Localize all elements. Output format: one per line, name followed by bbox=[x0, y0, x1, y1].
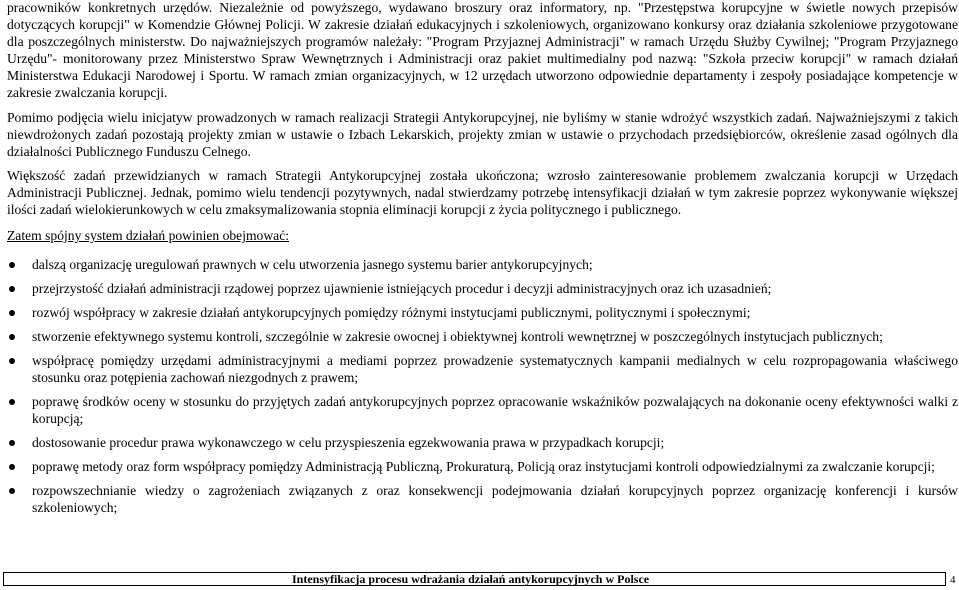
bullet-icon bbox=[9, 464, 15, 470]
bullet-icon bbox=[9, 334, 15, 340]
paragraph-unimplemented-tasks: Pomimo podjęcia wielu inicjatyw prowadzonych w ramach realizacji Strategii Antykorupcyjnej, nie byliśmy w stanie wdrożyć wszystkich zadań. Najważniejszymi z takich niewdrożonych zadań pozostają projekty zmian w ustawie o Izbach Lekarskich, projekty zmian w ustawie o przychodach przedsiębiorców, określenie zasad ogólnych dla działalności Publicznego Funduszu Celnego. bbox=[7, 110, 958, 159]
list-intro-text: Zatem spójny system działań powinien obejmować: bbox=[7, 228, 290, 243]
bullet-icon bbox=[9, 358, 15, 364]
list-item bbox=[7, 434, 958, 451]
footer-title: Intensyfikacja procesu wdrażania działań antykorupcyjnych w Polsce bbox=[292, 572, 650, 586]
bullet-list bbox=[7, 256, 958, 516]
page-number: 4 bbox=[950, 574, 956, 586]
bullet-icon bbox=[9, 310, 15, 316]
bullet-icon bbox=[9, 399, 15, 405]
list-item-text: poprawę metody oraz form współpracy pomiędzy Administracją Publiczną, Prokuraturą, Policją oraz instytucjami kontroli odpowiedzialnymi za zwalczanie korupcji; bbox=[32, 459, 935, 474]
list-item bbox=[7, 458, 958, 475]
list-item-text: poprawę środków oceny w stosunku do przyjętych zadań antykorupcyjnych poprzez opracowanie wskaźników pozwalających na dokonanie oceny efektywności walki z korupcją; bbox=[32, 394, 958, 426]
bullet-icon bbox=[9, 262, 15, 268]
list-item-text: rozpowszechnianie wiedzy o zagrożeniach związanych z oraz konsekwencji podejmowania działań korupcyjnych poprzez organizację konferencji i kursów szkoleniowych; bbox=[32, 483, 958, 515]
list-item bbox=[7, 352, 958, 386]
list-item bbox=[7, 393, 958, 427]
bullet-icon bbox=[9, 488, 15, 494]
list-item-text: rozwój współpracy w zakresie działań antykorupcyjnych pomiędzy różnymi instytucjami publicznymi, politycznymi i społecznymi; bbox=[32, 305, 751, 320]
list-item-text: współpracę pomiędzy urzędami administracyjnymi a mediami poprzez prowadzenie systematycznych kampanii medialnych w celu rozpropagowania właściwego stosunku oraz potępienia zachowań niezgodnych z prawem; bbox=[32, 353, 958, 385]
bullet-icon bbox=[9, 286, 15, 292]
paragraph-summary: Większość zadań przewidzianych w ramach Strategii Antykorupcyjnej została ukończona; wzrosło zainteresowanie problemem zwalczania korupcji w Urzędach Administracji Publicznej. Jednak, pomimo wielu tendencji pozytywnych, nadal stwierdzamy potrzebę intensyfikacji działań w tym zakresie poprzez wykonywanie większej ilości zadań wielokierunkowych w celu zmaksymalizowania stopnia eliminacji korupcji z życia politycznego i publicznego. bbox=[7, 168, 958, 217]
body-text bbox=[7, 0, 958, 516]
list-item bbox=[7, 280, 958, 297]
paragraph-intro: pracowników konkretnych urzędów. Niezależnie od powyższego, wydawano broszury oraz informatory, np. "Przestępstwa korupcyjne w świetle nowych przepisów dotyczących korupcji" w Komendzie Głównej Policji. W zakresie działań edukacyjnych i szkoleniowych, organizowano konkursy oraz działania szkoleniowe przygotowane dla poszczególnych ministerstw. Do najważniejszych programów należały: "Program Przyjaznej Administracji" w ramach Urzędu Służby Cywilnej; "Program Przyjaznego Urzędu"- monitorowany przez Ministerstwo Spraw Wewnętrznych i Administracji oraz pakiet multimedialny pod nazwą: "Szkoła przeciw korupcji" w ramach działań Ministerstwa Edukacji Narodowej i Sportu. W ramach zmian organizacyjnych, w 12 urzędach utworzono odpowiednie departamenty i zespoły posiadające kompetencje w zakresie zwalczania korupcji. bbox=[7, 0, 958, 100]
list-item bbox=[7, 482, 958, 516]
bullet-icon bbox=[9, 440, 15, 446]
list-item-text: dalszą organizację uregulowań prawnych w celu utworzenia jasnego systemu barier antykorupcyjnych; bbox=[32, 257, 593, 272]
list-item bbox=[7, 304, 958, 321]
list-item bbox=[7, 328, 958, 345]
list-intro bbox=[7, 227, 958, 244]
list-item bbox=[7, 256, 958, 273]
list-item-text: dostosowanie procedur prawa wykonawczego w celu przyspieszenia egzekwowania prawa w przypadkach korupcji; bbox=[32, 435, 665, 450]
list-item-text: przejrzystość działań administracji rządowej poprzez ujawnienie istniejących procedur i decyzji administracyjnych oraz ich uzasadnień; bbox=[32, 281, 772, 296]
list-item-text: stworzenie efektywnego systemu kontroli, szczególnie w zakresie owocnej i obiektywnej kontroli wewnętrznej w poszczególnych instytucjach publicznych; bbox=[32, 329, 883, 344]
